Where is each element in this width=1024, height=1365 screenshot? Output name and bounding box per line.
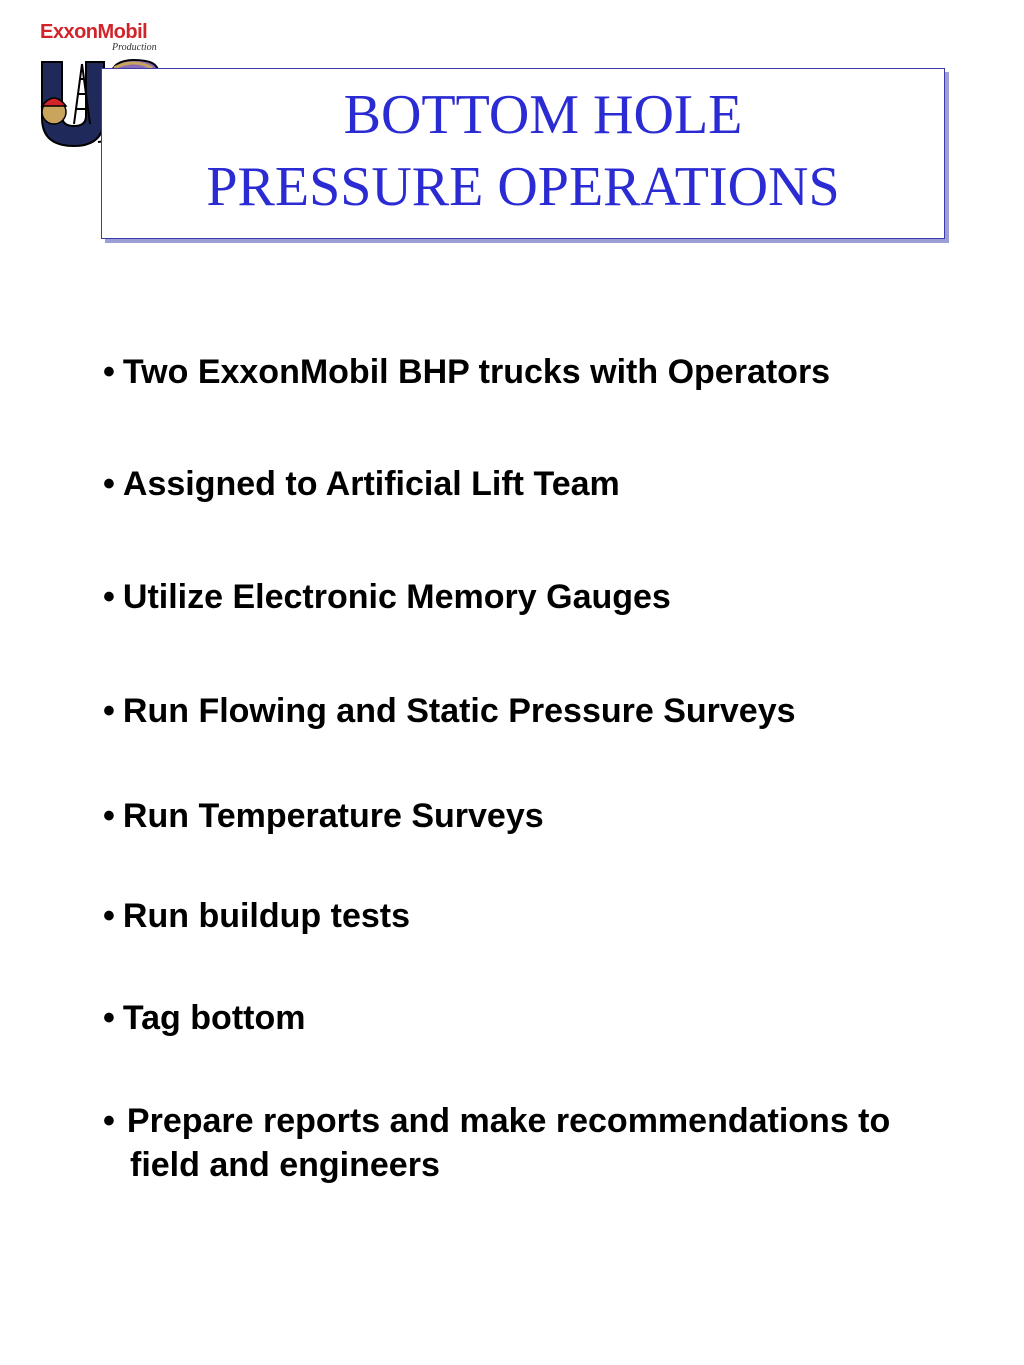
bullet-item-multiline <box>103 1099 1003 1187</box>
title-box <box>101 68 945 239</box>
bullet-text: Utilize Electronic Memory Gauges <box>122 578 671 616</box>
page-title-line-2: PRESSURE OPERATIONS <box>206 156 840 218</box>
bullet-dot: • <box>103 999 115 1037</box>
bullet-text: Tag bottom <box>122 999 306 1037</box>
bullet-dot: • <box>103 1102 115 1140</box>
bullet-text: Run buildup tests <box>122 897 410 935</box>
bullet-dot: • <box>103 897 115 935</box>
bullet-item <box>103 996 305 1040</box>
bullet-dot: • <box>103 578 115 616</box>
bullet-item <box>103 794 544 838</box>
bullet-item <box>103 350 830 394</box>
bullet-item <box>103 689 796 733</box>
logo-brand-text: ExxonMobil <box>40 21 148 43</box>
bullet-dot: • <box>103 465 115 503</box>
bullet-text-line-1: Prepare reports and make recommendations to <box>126 1102 891 1140</box>
bullet-text: Run Flowing and Static Pressure Surveys <box>122 692 796 730</box>
bullet-dot: • <box>103 797 115 835</box>
bullet-text: Two ExxonMobil BHP trucks with Operators <box>122 353 831 391</box>
bullet-text-line-2: field and engineers <box>130 1146 440 1184</box>
bullet-item <box>103 894 410 938</box>
bullet-dot: • <box>103 692 115 730</box>
bullet-item <box>103 575 671 619</box>
bullet-text: Assigned to Artificial Lift Team <box>122 465 620 503</box>
logo-sub-text: Production <box>112 42 157 53</box>
bullet-text: Run Temperature Surveys <box>122 797 544 835</box>
bullet-dot: • <box>103 353 115 391</box>
bullet-item <box>103 462 620 506</box>
page-title-line-1: BOTTOM HOLE <box>343 84 743 146</box>
